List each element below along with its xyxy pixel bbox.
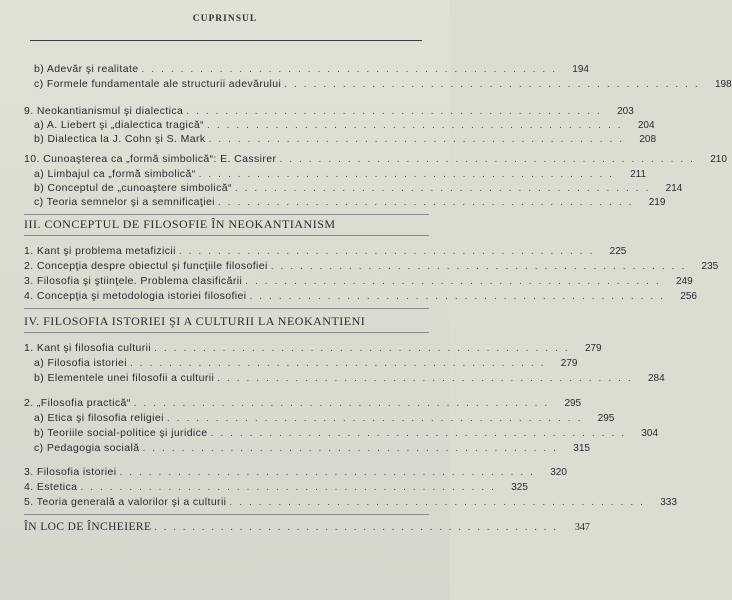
toc-entry-page: 295 <box>564 398 582 409</box>
toc-entry-page: 194 <box>572 64 589 75</box>
leader-dots: ........................................... <box>279 154 700 165</box>
toc-entry-label: 4. Estetica <box>24 481 78 493</box>
leader-dots: ........................................... <box>130 358 551 369</box>
toc-entry-page: 304 <box>641 428 659 439</box>
toc-entry <box>24 62 589 76</box>
toc-entry-page: 211 <box>630 169 647 180</box>
toc-entry <box>24 411 615 425</box>
section-divider <box>24 214 429 215</box>
leader-dots: ........................................... <box>133 398 555 409</box>
leader-dots: ........................................... <box>119 467 540 478</box>
toc-entry-page: 256 <box>680 291 697 302</box>
toc-entry-page: 320 <box>550 467 567 478</box>
toc-entry-label: a) Limbajul ca „formă simbolică“ <box>34 168 196 180</box>
toc-entry-page: 284 <box>647 373 665 384</box>
toc-entry <box>24 520 590 534</box>
toc-entry-label: 10. Cunoaşterea ca „formă simbolică“: E. Cassirer <box>24 153 277 165</box>
toc-entry <box>24 426 659 440</box>
toc-entry <box>24 167 647 181</box>
toc-entry <box>24 341 602 355</box>
toc-entry-label: a) A. Liebert şi „dialectica tragică“ <box>34 119 205 131</box>
leader-dots: ........................................... <box>80 482 501 493</box>
leader-dots: ........................................... <box>154 522 563 533</box>
toc-entry-page: 214 <box>665 183 683 194</box>
toc-entry <box>24 259 719 273</box>
toc-entry <box>24 289 697 303</box>
toc-entry-page: 225 <box>609 246 627 257</box>
toc-entry <box>24 104 634 118</box>
leader-dots: ........................................... <box>234 183 656 194</box>
toc-entry-label: 3. Filosofia istoriei <box>24 466 117 478</box>
toc-entry <box>24 181 683 195</box>
leader-dots: ........................................... <box>217 373 638 384</box>
toc-entry-label: 2. Concepţia despre obiectul şi funcţiile filosofiei <box>24 260 268 272</box>
toc-entry-page: 315 <box>573 443 590 454</box>
toc-entry <box>24 118 655 132</box>
toc-entry-page: 325 <box>511 482 528 493</box>
toc-entry-page: 249 <box>675 276 693 287</box>
toc-entry-page: 208 <box>639 134 657 145</box>
toc-entry-label: b) Conceptul de „cunoaştere simbolică“ <box>34 182 232 194</box>
toc-entry-label: c) Formele fundamentale ale structurii adevărului <box>34 78 282 90</box>
leader-dots: ........................................... <box>217 197 639 208</box>
toc-entry-label: b) Elementele unei filosofii a culturii <box>34 372 215 384</box>
toc-entry-page: 279 <box>584 343 602 354</box>
toc-entry-label: 9. Neokantianismul şi dialectica <box>24 105 184 117</box>
toc-entry <box>24 441 590 455</box>
toc-entry-page: 347 <box>574 522 590 533</box>
page-header: CUPRINSUL <box>192 14 258 24</box>
toc-entry-page: 219 <box>648 197 666 208</box>
toc-entry <box>24 465 567 479</box>
toc-entry <box>24 244 627 258</box>
section-divider <box>24 332 429 333</box>
leader-dots: ........................................... <box>245 276 666 287</box>
toc-entry <box>24 132 657 146</box>
toc-entry-page: 204 <box>637 120 655 131</box>
leader-dots: ........................................... <box>207 120 628 131</box>
toc-entry-label: b) Dialectica la J. Cohn şi S. Mark <box>34 133 206 145</box>
toc-entry-label: 3. Filosofia şi ştiinţele. Problema clasificării <box>24 275 243 287</box>
section-title: III. CONCEPTUL DE FILOSOFIE ÎN NEOKANTIANISM <box>24 217 336 231</box>
toc-entry-label: 1. Kant şi filosofia culturii <box>24 342 152 354</box>
section-divider <box>24 308 429 309</box>
toc-entry-page: 295 <box>597 413 615 424</box>
toc-entry <box>24 480 528 494</box>
leader-dots: ........................................... <box>154 343 575 354</box>
toc-entry-page: 333 <box>660 497 677 508</box>
leader-dots: ........................................... <box>270 261 692 272</box>
toc-entry <box>24 77 732 91</box>
toc-entry <box>24 356 578 370</box>
section-divider <box>24 514 429 515</box>
toc-entry-label: b) Teoriile social-politice şi juridice <box>34 427 208 439</box>
leader-dots: ........................................... <box>210 428 632 439</box>
toc-entry <box>24 152 727 166</box>
leader-dots: ........................................... <box>178 246 600 257</box>
toc-entry <box>24 371 665 385</box>
toc-entry-label: 5. Teoria generală a valorilor şi a culturii <box>24 496 227 508</box>
toc-entry-label: a) Etica şi filosofia religiei <box>34 412 164 424</box>
toc-entry-label: a) Filosofia istoriei <box>34 357 128 369</box>
toc-entry-label: 1. Kant şi problema metafizicii <box>24 245 176 257</box>
toc-entry-label: ÎN LOC DE ÎNCHEIERE <box>24 521 152 533</box>
leader-dots: ........................................... <box>186 106 607 117</box>
toc-entry-page: 203 <box>617 106 634 117</box>
toc-entry-page: 279 <box>560 358 578 369</box>
leader-dots: ........................................... <box>166 413 588 424</box>
leader-dots: ........................................... <box>141 64 562 75</box>
toc-entry-label: 2. „Filosofia practică“ <box>24 397 131 409</box>
toc-entry-label: c) Teoria semnelor şi a semnificaţiei <box>34 196 215 208</box>
leader-dots: ........................................... <box>198 169 620 180</box>
leader-dots: ........................................... <box>249 291 670 302</box>
toc-entry-label: b) Adevăr şi realitate <box>34 63 139 75</box>
toc-entry <box>24 495 677 509</box>
toc-entry-label: 4. Concepţia şi metodologia istoriei filosofiei <box>24 290 247 302</box>
toc-entry <box>24 274 693 288</box>
leader-dots: ........................................... <box>208 134 630 145</box>
section-divider <box>24 235 429 236</box>
leader-dots: ........................................... <box>142 443 563 454</box>
leader-dots: ........................................... <box>284 79 705 90</box>
toc-entry <box>24 195 666 209</box>
toc-entry-label: c) Pedagogia socială <box>34 442 140 454</box>
toc-entry <box>24 396 582 410</box>
toc-entry-page: 235 <box>701 261 719 272</box>
toc-entry-page: 198 <box>715 79 732 90</box>
leader-dots: ........................................... <box>229 497 650 508</box>
section-title: IV. FILOSOFIA ISTORIEI ŞI A CULTURII LA NEOKANTIENI <box>24 314 366 328</box>
toc-entry-page: 210 <box>710 154 727 165</box>
